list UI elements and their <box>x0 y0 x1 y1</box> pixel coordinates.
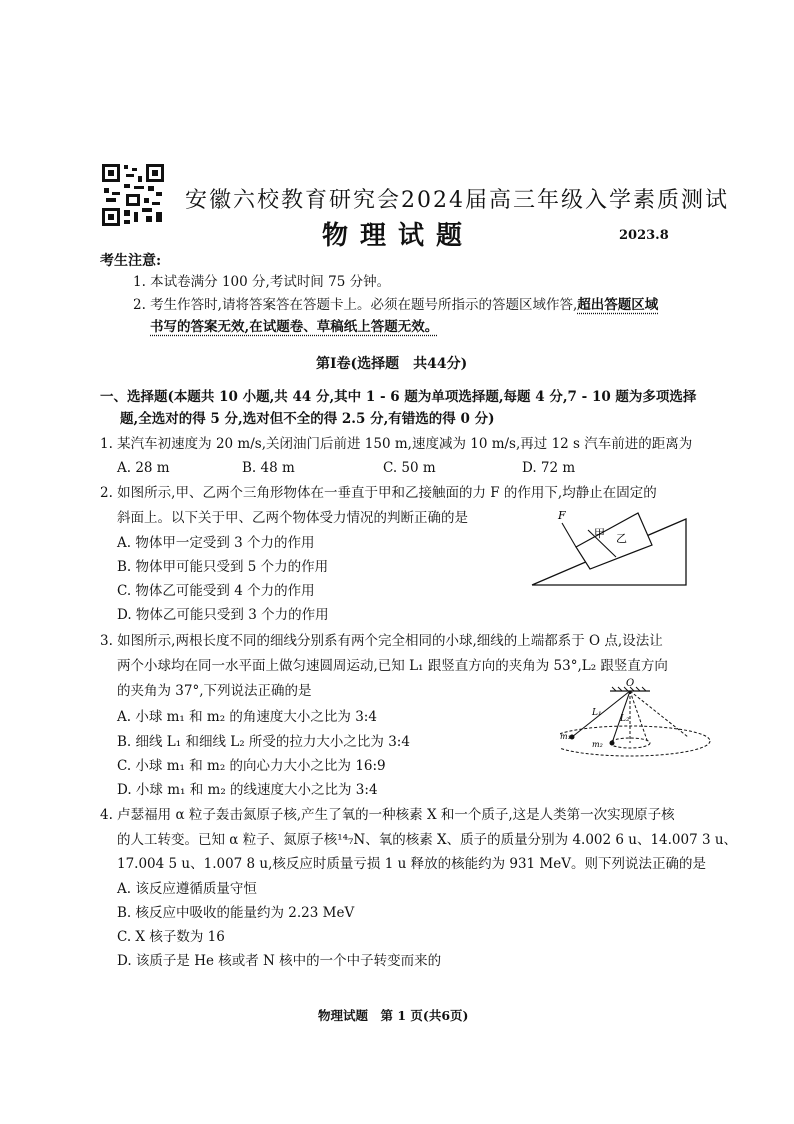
q1-option-b: B. 48 m <box>242 460 295 476</box>
q2-option-c: C. 物体乙可能受到 4 个力的作用 <box>117 583 315 599</box>
notice-item-2-cont: 书写的答案无效,在试题卷、草稿纸上答题无效。 <box>150 319 439 335</box>
q3-stem-cont: 两个小球均在同一水平面上做匀速圆周运动,已知 L₁ 跟竖直方向的夹角为 53°,L₂ 跟竖直方向 <box>117 658 668 674</box>
q3-option-a: A. 小球 m₁ 和 m₂ 的角速度大小之比为 3:4 <box>117 709 377 725</box>
q4-stem: 4. 卢瑟福用 α 粒子轰击氮原子核,产生了氧的一种核素 X 和一个质子,这是人类第一次实现原子核 <box>100 807 675 823</box>
q2-option-b: B. 物体甲可能只受到 5 个力的作用 <box>117 559 329 575</box>
page-footer: 物理试题 第 1 页(共6页) <box>318 1008 469 1023</box>
q1-stem: 1. 某汽车初速度为 20 m/s,关闭油门后前进 150 m,速度减为 10 m/s,再过 12 s 汽车前进的距离为 <box>100 436 693 452</box>
q3-figure <box>560 677 722 777</box>
q2-option-a: A. 物体甲一定受到 3 个力的作用 <box>117 535 315 551</box>
q4-option-c: C. X 核子数为 16 <box>117 929 225 945</box>
q3-option-b: B. 细线 L₁ 和细线 L₂ 所受的拉力大小之比为 3:4 <box>117 734 410 750</box>
q1-option-d: D. 72 m <box>522 460 576 476</box>
q3-option-c: C. 小球 m₁ 和 m₂ 的向心力大小之比为 16:9 <box>117 758 386 774</box>
qr-code <box>100 162 166 228</box>
notice-item-2: 2. 考生作答时,请将答案答在答题卡上。必须在题号所指示的答题区域作答,超出答题区域 <box>133 297 659 313</box>
exam-date: 2023.8 <box>619 228 669 243</box>
q2-stem-cont: 斜面上。以下关于甲、乙两个物体受力情况的判断正确的是 <box>117 510 468 526</box>
section-instruction-cont: 题,全选对的得 5 分,选对但不全的得 2.5 分,有错选的得 0 分) <box>120 411 495 427</box>
q4-option-a: A. 该反应遵循质量守恒 <box>117 881 257 897</box>
q3-figure-label-l1: L₁ <box>592 708 602 718</box>
q2-figure <box>528 505 690 587</box>
q4-option-b: B. 核反应中吸收的能量约为 2.23 MeV <box>117 905 355 921</box>
q2-figure-label-yi: 乙 <box>616 532 627 545</box>
q3-figure-label-o: O <box>626 678 635 689</box>
q1-option-a: A. 28 m <box>117 460 170 476</box>
q4-stem-cont-2: 17.004 5 u、1.007 8 u,核反应时质量亏损 1 u 释放的核能约为 931 MeV。则下列说法正确的是 <box>117 856 706 872</box>
subject-title: 物理试题 <box>322 221 475 251</box>
notice-item-1: 1. 本试卷满分 100 分,考试时间 75 分钟。 <box>133 274 391 290</box>
q2-figure-label-jia: 甲 <box>594 527 605 540</box>
q2-option-d: D. 物体乙可能只受到 3 个力的作用 <box>117 607 329 623</box>
notice-heading: 考生注意: <box>100 253 162 269</box>
section-title: 第Ⅰ卷(选择题 共44分) <box>316 356 468 372</box>
q4-stem-cont: 的人工转变。已知 α 粒子、氮原子核¹⁴₇N、氧的核素 X、质子的质量分别为 4.002 6 u、14.007 3 u、 <box>117 832 738 848</box>
q2-stem: 2. 如图所示,甲、乙两个三角形物体在一垂直于甲和乙接触面的力 F 的作用下,均静止在固定的 <box>100 485 657 501</box>
q2-figure-label-f: F <box>558 509 566 522</box>
q1-option-c: C. 50 m <box>383 460 436 476</box>
q3-stem: 3. 如图所示,两根长度不同的细线分别系有两个完全相同的小球,细线的上端都系于 O 点,设法让 <box>100 633 663 649</box>
q3-figure-label-l2: L₂ <box>620 714 630 724</box>
q3-option-d: D. 小球 m₁ 和 m₂ 的线速度大小之比为 3:4 <box>117 782 378 798</box>
q3-stem-cont-2: 的夹角为 37°,下列说法正确的是 <box>117 683 312 699</box>
exam-title: 安徽六校教育研究会2024届高三年级入学素质测试 <box>185 188 729 213</box>
section-instruction: 一、选择题(本题共 10 小题,共 44 分,其中 1 - 6 题为单项选择题,每题 4 分,7 - 10 题为多项选择 <box>100 389 697 405</box>
q4-option-d: D. 该质子是 He 核或者 N 核中的一个中子转变而来的 <box>117 953 442 969</box>
q3-figure-label-m2: m₂ <box>592 740 603 749</box>
q3-figure-label-m1: m₁ <box>560 732 571 741</box>
